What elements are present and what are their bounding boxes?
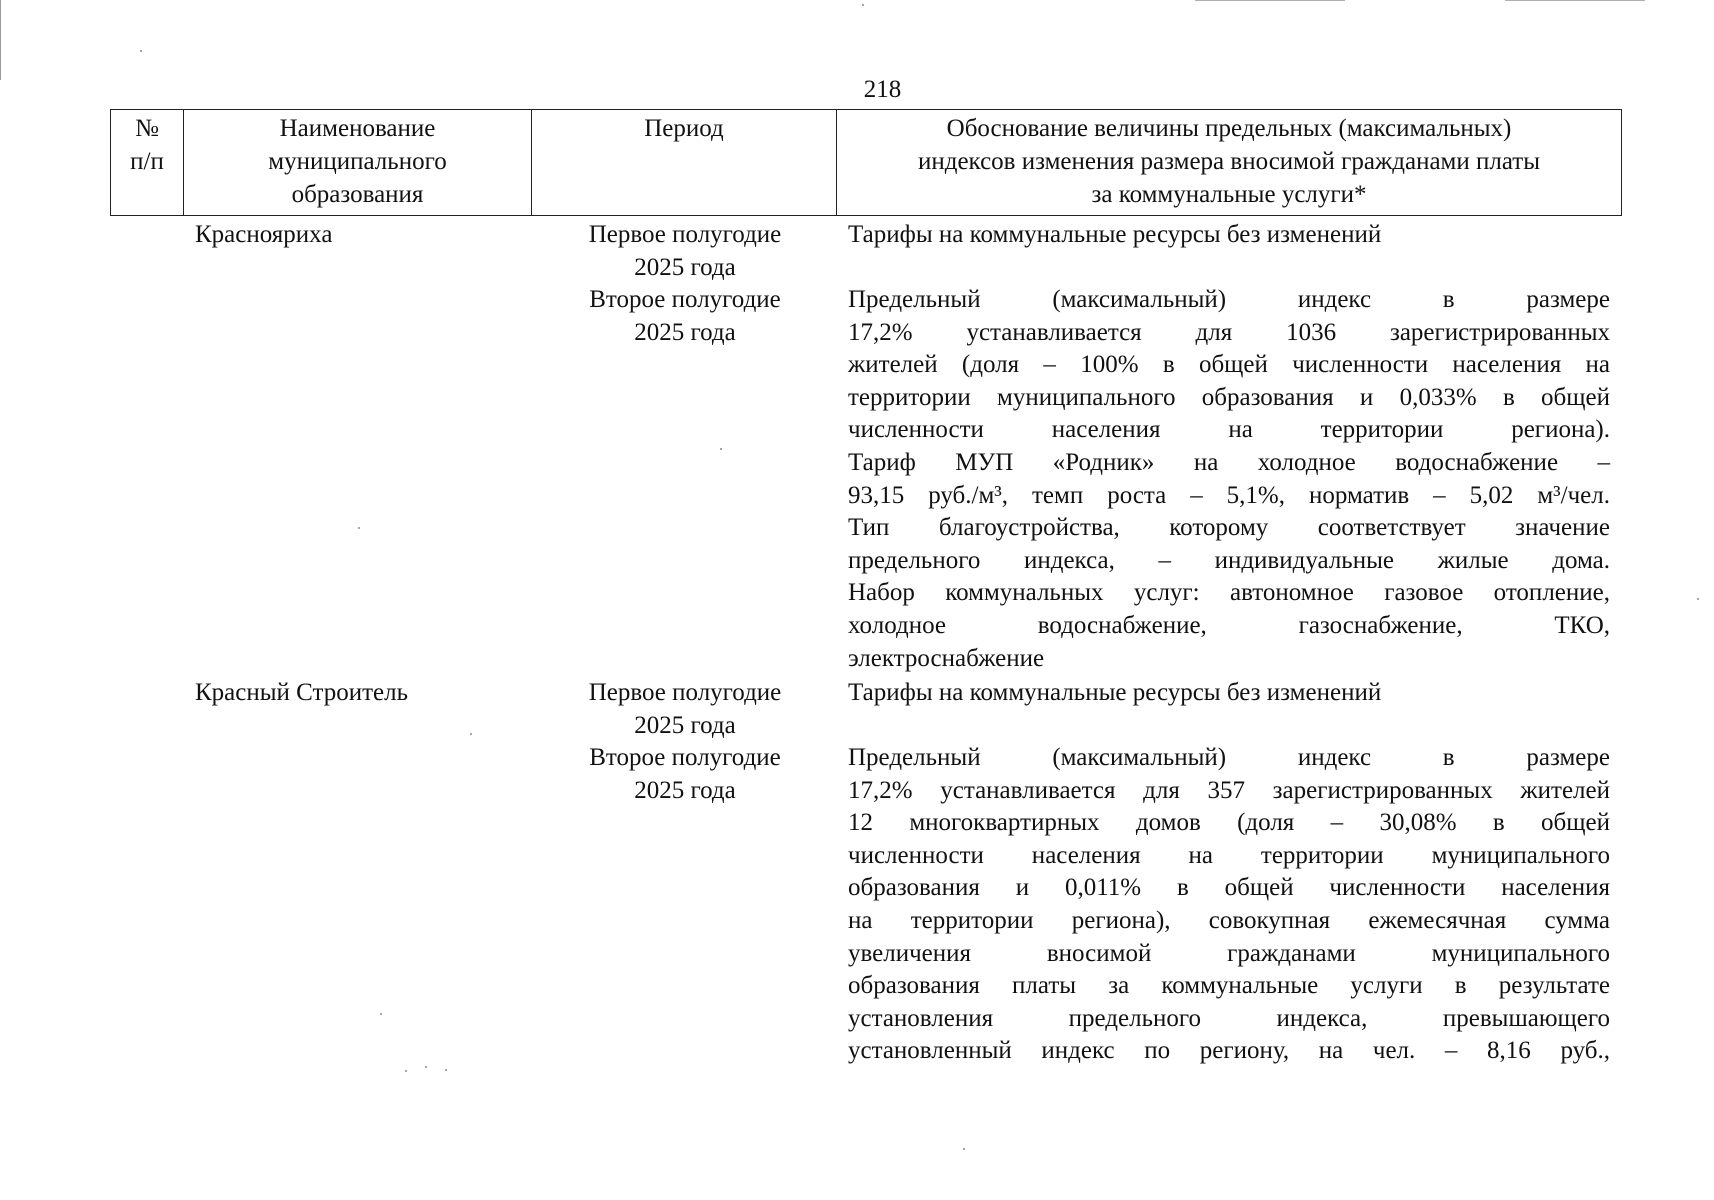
scan-speck: [1697, 598, 1699, 600]
header-col-justification: Обоснование величины предельных (максимальных) индексов изменения размера вносимой гражданами платы за коммунальные услуги*: [837, 110, 1622, 216]
header-col-period: Период: [532, 110, 837, 216]
justification-line: численности населения на территории региона).: [848, 416, 1610, 444]
header-col-municipality: Наименование муниципального образования: [184, 110, 532, 216]
justification-line: на территории региона), совокупная ежемесячная сумма: [848, 906, 1610, 934]
municipality-name: Красный Строитель: [195, 679, 409, 706]
justification-line: образования платы за коммунальные услуги в результате: [848, 972, 1610, 1000]
justification-line: 93,15 руб./м³, темп роста – 5,1%, норматив – 5,02 м³/чел.: [848, 481, 1610, 509]
header-row: [111, 110, 1622, 216]
justification-line: Предельный (максимальный) индекс в размере: [848, 286, 1610, 313]
justification-line: Тарифы на коммунальные ресурсы без изменений: [848, 679, 1382, 706]
scan-speck: [358, 527, 360, 529]
justification-cell: [848, 219, 1610, 252]
justification-line: установленный индекс по региону, на чел. – 8,16 руб.,: [848, 1037, 1610, 1065]
justification-cell: [848, 742, 1610, 1068]
scan-speck: [720, 448, 722, 450]
justification-line: электроснабжение: [848, 644, 1045, 672]
justification-cell: [848, 677, 1610, 710]
justification-line: Тарифы на коммунальные ресурсы без изменений: [848, 221, 1382, 248]
scan-artifact-line: [1505, 0, 1645, 1]
scan-edge: [0, 0, 1, 80]
justification-line: увеличения вносимой гражданами муниципального: [848, 939, 1610, 967]
scan-speck: [445, 1069, 447, 1071]
justification-line: Тариф МУП «Родник» на холодное водоснабжение –: [848, 448, 1610, 476]
period-cell: Первое полугодие 2025 года: [588, 221, 782, 281]
justification-line: холодное водоснабжение, газоснабжение, ТКО,: [848, 611, 1610, 639]
justification-line: предельного индекса, – индивидуальные жилые дома.: [848, 546, 1610, 574]
page-number: 218: [863, 76, 902, 103]
header-col-number: № п/п: [111, 110, 184, 216]
justification-line: установления предельного индекса, превышающего: [848, 1004, 1610, 1032]
scan-speck: [140, 50, 142, 52]
period-cell: Первое полугодие 2025 года: [588, 679, 782, 739]
justification-line: Тип благоустройства, которому соответствует значение: [848, 514, 1610, 542]
scan-speck: [405, 1070, 407, 1072]
justification-line: Предельный (максимальный) индекс в размере: [848, 744, 1610, 771]
table-header: [110, 109, 1622, 216]
scan-speck: [425, 1066, 427, 1068]
justification-line: 17,2% устанавливается для 357 зарегистрированных жителей: [848, 776, 1610, 804]
scan-artifact-line: [1195, 0, 1345, 1]
scan-speck: [470, 733, 472, 735]
municipality-name: Краснояриха: [195, 221, 333, 248]
scan-speck: [862, 4, 864, 6]
scan-speck: [963, 1148, 965, 1150]
justification-line: территории муниципального образования и 0,033% в общей: [848, 383, 1610, 411]
justification-line: 12 многоквартирных домов (доля – 30,08% в общей: [848, 809, 1610, 837]
justification-line: Набор коммунальных услуг: автономное газовое отопление,: [848, 579, 1610, 607]
scan-speck: [380, 1013, 382, 1015]
justification-cell: [848, 284, 1610, 675]
justification-line: 17,2% устанавливается для 1036 зарегистрированных: [848, 318, 1610, 346]
justification-line: жителей (доля – 100% в общей численности населения на: [848, 351, 1610, 379]
justification-line: образования и 0,011% в общей численности населения: [848, 874, 1610, 902]
justification-line: численности населения на территории муниципального: [848, 841, 1610, 869]
period-cell: Второе полугодие 2025 года: [589, 286, 781, 346]
period-cell: Второе полугодие 2025 года: [589, 744, 781, 804]
